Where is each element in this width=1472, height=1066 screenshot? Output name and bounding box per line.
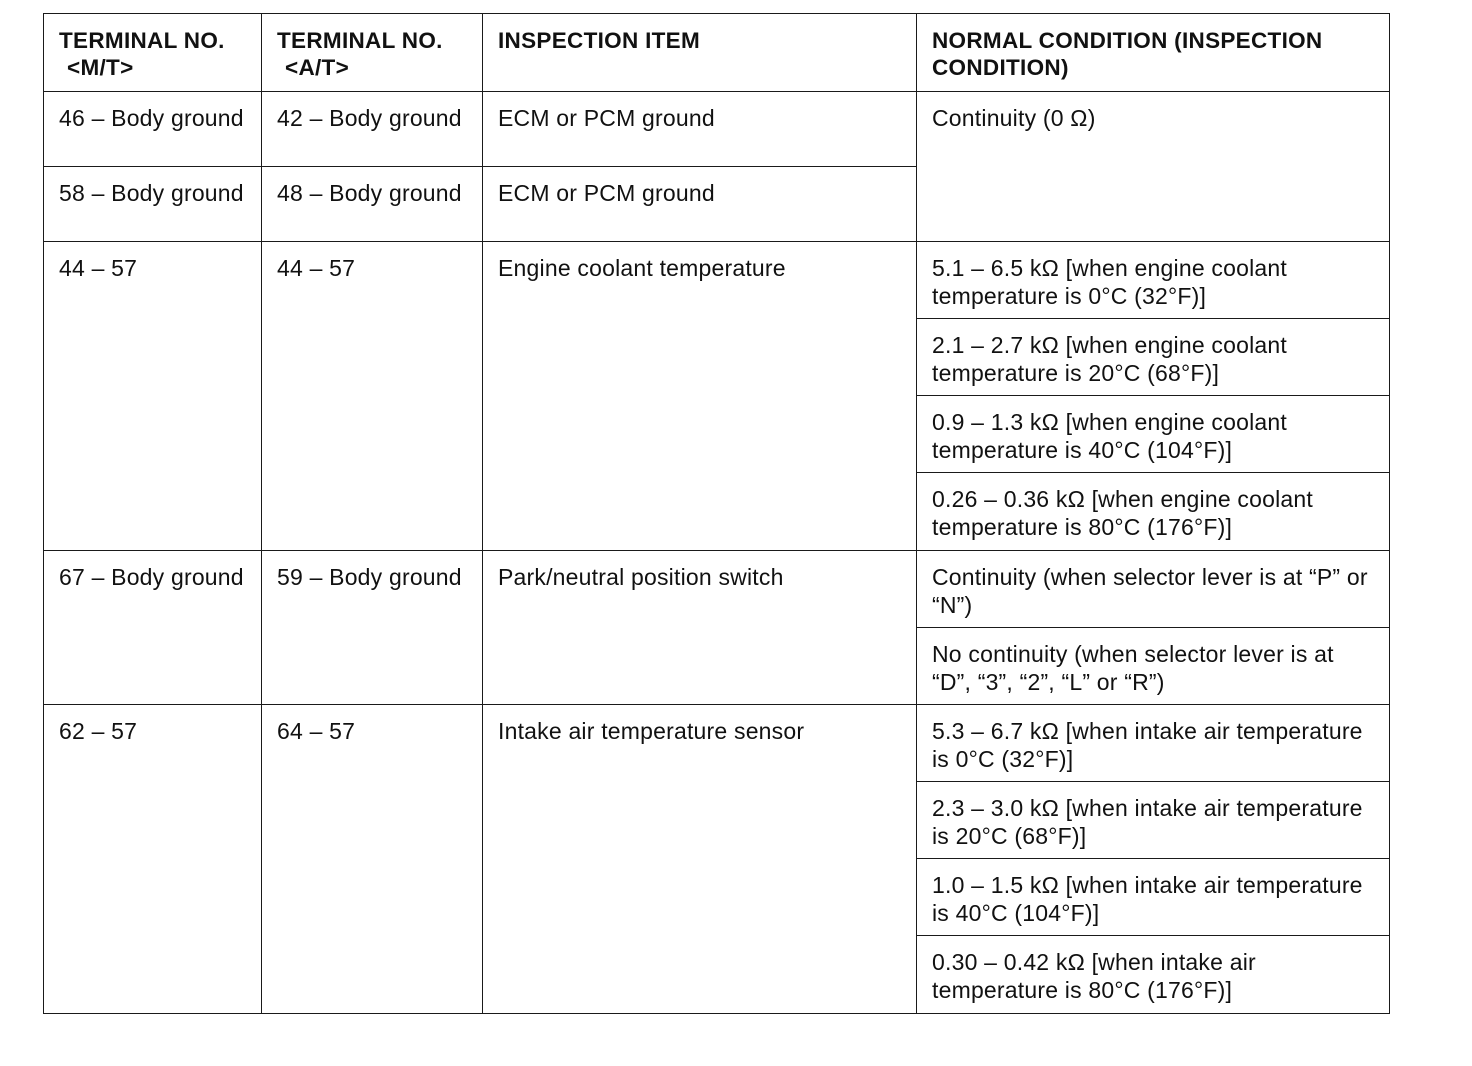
cell-normal-condition: 0.26 – 0.36 kΩ [when engine coolant temperature is 80°C (176°F)]: [917, 473, 1390, 551]
cell-terminal-at: 64 – 57: [262, 705, 483, 1014]
header-normal-condition: NORMAL CONDITION (INSPECTION CONDITION): [917, 14, 1390, 92]
cell-inspection-item: ECM or PCM ground: [483, 92, 917, 167]
cell-normal-condition: 0.9 – 1.3 kΩ [when engine coolant temperature is 40°C (104°F)]: [917, 396, 1390, 473]
cell-inspection-item: Engine coolant temperature: [483, 242, 917, 551]
cell-normal-condition: Continuity (when selector lever is at “P” or “N”): [917, 551, 1390, 628]
cell-inspection-item: ECM or PCM ground: [483, 167, 917, 242]
table-row: [44, 92, 1390, 167]
table-row: [44, 705, 1390, 782]
cell-terminal-mt: 67 – Body ground: [44, 551, 262, 705]
cell-inspection-item: Intake air temperature sensor: [483, 705, 917, 1014]
cell-normal-condition: 5.3 – 6.7 kΩ [when intake air temperature is 0°C (32°F)]: [917, 705, 1390, 782]
cell-normal-condition: 0.30 – 0.42 kΩ [when intake air temperature is 80°C (176°F)]: [917, 936, 1390, 1014]
header-terminal-mt-line2: <M/T>: [67, 55, 134, 80]
cell-normal-condition: Continuity (0 Ω): [917, 92, 1390, 242]
cell-terminal-at: 44 – 57: [262, 242, 483, 551]
cell-normal-condition: 2.3 – 3.0 kΩ [when intake air temperature is 20°C (68°F)]: [917, 782, 1390, 859]
header-terminal-at: [262, 14, 483, 92]
cell-normal-condition: 1.0 – 1.5 kΩ [when intake air temperature is 40°C (104°F)]: [917, 859, 1390, 936]
cell-terminal-at: 42 – Body ground: [262, 92, 483, 167]
cell-terminal-at: 48 – Body ground: [262, 167, 483, 242]
cell-inspection-item: Park/neutral position switch: [483, 551, 917, 705]
header-terminal-at-line2: <A/T>: [285, 55, 350, 80]
table-row: [44, 551, 1390, 628]
inspection-table: [43, 13, 1390, 1014]
cell-terminal-mt: 62 – 57: [44, 705, 262, 1014]
header-inspection-item: INSPECTION ITEM: [483, 14, 917, 92]
cell-normal-condition: 2.1 – 2.7 kΩ [when engine coolant temperature is 20°C (68°F)]: [917, 319, 1390, 396]
cell-terminal-mt: 44 – 57: [44, 242, 262, 551]
cell-normal-condition: 5.1 – 6.5 kΩ [when engine coolant temperature is 0°C (32°F)]: [917, 242, 1390, 319]
cell-terminal-mt: 46 – Body ground: [44, 92, 262, 167]
cell-terminal-mt: 58 – Body ground: [44, 167, 262, 242]
cell-terminal-at: 59 – Body ground: [262, 551, 483, 705]
cell-normal-condition: No continuity (when selector lever is at “D”, “3”, “2”, “L” or “R”): [917, 628, 1390, 705]
table-row: [44, 242, 1390, 319]
header-row: [44, 14, 1390, 92]
header-terminal-mt: [44, 14, 262, 92]
header-terminal-mt-line1: TERMINAL NO.: [59, 28, 225, 53]
header-terminal-at-line1: TERMINAL NO.: [277, 28, 443, 53]
